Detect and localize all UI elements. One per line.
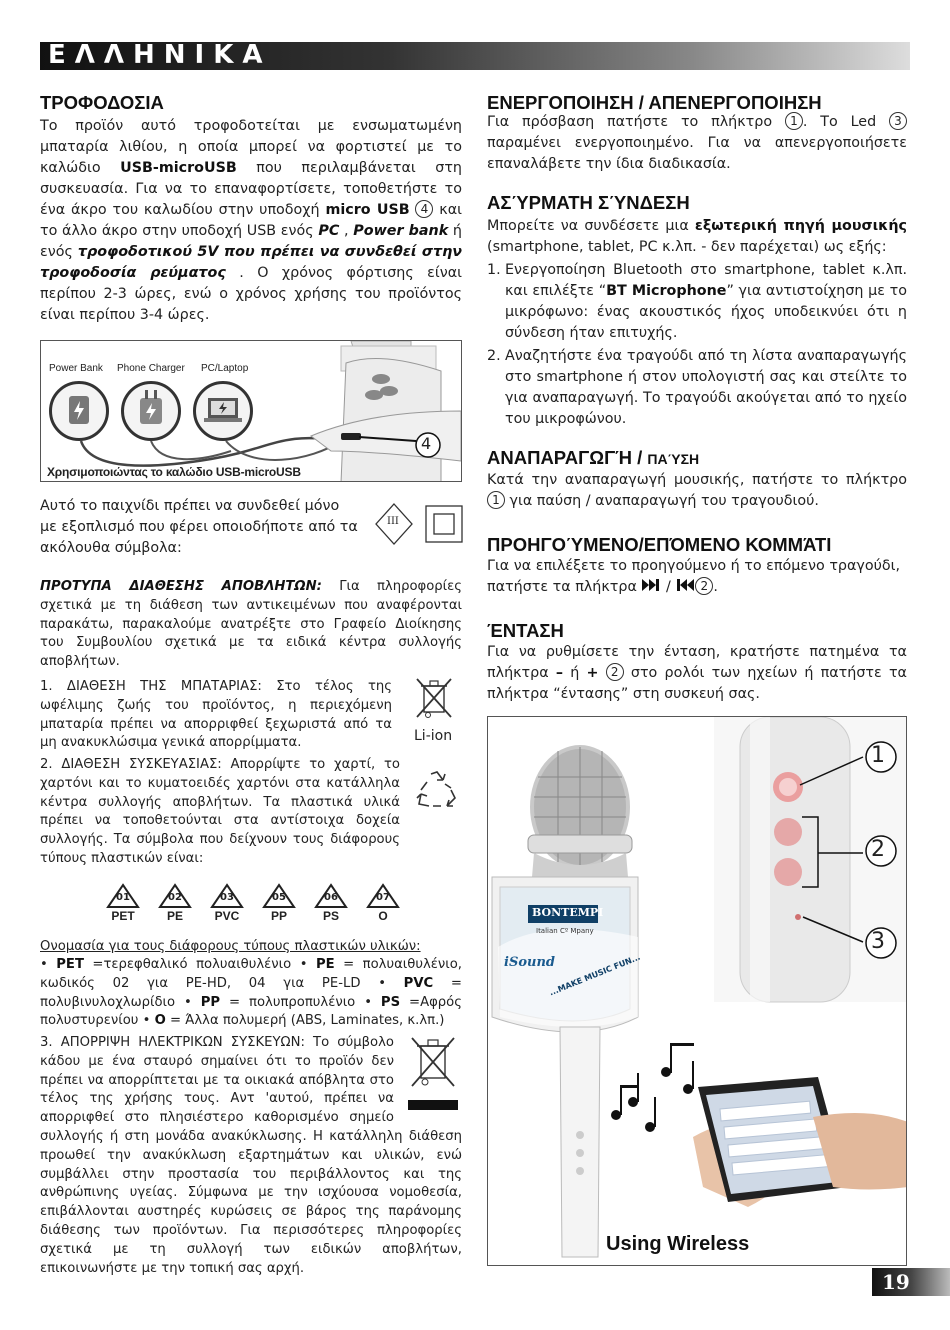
wireless-steps <box>487 260 907 430</box>
plastic-code-pp: 05 PP <box>261 883 297 913</box>
photo-marker-3: 3 <box>871 929 885 954</box>
track-paragraph: Για να επιλέξετε το προηγούμενο ή το επόμενο τραγούδι, πατήστε τα πλήκτρα / 2 . <box>487 558 901 595</box>
marker-1: 1 <box>785 112 803 130</box>
electric-disposal-block <box>40 1034 462 1278</box>
brand-logo: BONTEMPI <box>532 906 604 919</box>
marker-3: 3 <box>889 112 907 130</box>
waste-intro: ΠΡΟΤΥΠΑ ΔΙΑΘΕΣΗΣ ΑΠΟΒΛΗΤΩΝ: Για πληροφορίες σχετικά με τη διάθεση των αντικειμένων που αναφέρονται παρακάτω, παρακαλούμε ανατρέξτε στο Γραφείο Διοίκησης του Συμβουλίου σχετικά με τα ειδικά κέντρα συλλογής αποβλήτων. <box>40 579 462 670</box>
page-number-tab <box>872 1268 950 1296</box>
product-photo <box>487 716 907 1266</box>
volume-paragraph: Για να ρυθμίσετε την ένταση, κρατήστε πατημένα τα πλήκτρα – ή + 2 στο ρολόι των ηχείων ή πατήστε τα πλήκτρα “έντασης” στη συσκευή σας. <box>487 644 907 702</box>
wireless-step-2: 2. Αναζητήστε ένα τραγούδι από τη λίστα αναπαραγωγής στο smartphone ή στον υπολογιστή σας και στείλτε το για αναπαραγωγή. Το τραγούδι ακούγεται από το ηχείο του μικροφώνου. <box>487 348 907 427</box>
usb-figure-marker: 4 <box>421 434 432 453</box>
photo-caption: Using Wireless <box>606 1233 750 1255</box>
equipment-paragraph: Αυτό το παιχνίδι πρέπει να συνδεθεί μόνο με εξοπλισμό που φέρει οποιοδήποτε από τα ακόλουθα σύμβολα: <box>40 498 358 556</box>
track-title: ΠΡΟΗΓΟΎΜΕΝΟ/ΕΠΌΜΕΝΟ ΚΟΜΜΆΤΙ <box>487 534 832 555</box>
label-pc-laptop: PC/Laptop <box>201 363 249 374</box>
label-power-bank: Power Bank <box>49 363 103 374</box>
plastic-code-pvc: 03 PVC <box>209 883 245 913</box>
language-banner-label: ΕΛΛΗΝΙΚΑ <box>48 40 272 70</box>
wireless-title: ΑΣΎΡΜΑΤΗ ΣΎΝΔΕΣΗ <box>487 192 690 213</box>
wireless-intro: Μπορείτε να συνδέσετε μια εξωτερική πηγή μουσικής (smartphone, tablet, PC κ.λπ. - δεν παρέχεται) ως εξής: <box>487 218 907 255</box>
volume-title: ΈΝΤΑΣΗ <box>487 620 564 641</box>
marker-1: 1 <box>487 491 505 509</box>
language-banner <box>40 42 910 70</box>
electric-disposal-text: 3. ΑΠΟΡΡΙΨΗ ΗΛΕΚΤΡΙΚΩΝ ΣΥΣΚΕΥΩΝ: Το σύμβολο κάδου με ένα σταυρό σημαίνει ότι το προϊόν δεν πρέπει να απορρίπτεται με τα οικιακά απόβλητα στο τέλος της χρήσης τους. Αντ 'αυτού, πρέπει να απορριφθεί στο πλησιέστερο καθορισμένο σημείο συλλογής ή στη μονάδα ανακύκλωσης. Η κατάλληλη διάθεση προωθεί την ανακύκλωση εξαρτημάτων και υλικών, ενώ συμβάλλει στην προστασία του περιβάλλοντος και της ανθρώπινης υγείας. Σύμφωνα με την ισχύουσα νομοθεσία, επιβάλλονται αυστηρές κυρώσεις σε βάρος της παράνομης διάθεσης των προϊόντων. Για περισσότερες πληροφορίες σχετικά με τη συλλογή των ειδικών αποβλήτων, επικοινωνήστε με την τοπική σας αρχή. <box>40 1035 462 1276</box>
usb-cable-figure <box>40 340 462 482</box>
label-phone-charger: Phone Charger <box>117 363 185 374</box>
plastic-code-pe: 02 PE <box>157 883 193 913</box>
power-paragraph: Το προϊόν αυτό τροφοδοτείται με ενσωματωμένη μπαταρία λιθίου, η οποία μπορεί να φορτιστεί με το καλώδιο USB-microUSB που περιλαμβάνεται στη συσκευασία. Για να το επαναφορτίσετε, τοποθετήστε το ένα άκρο του καλωδίου στην υποδοχή micro USB 4 και το άλλο άκρο στην υποδοχή USB ενός PC , Power bank ή ενός τροφοδοτικού 5V που πρέπει να συνδεθεί στην τροφοδοσία ρεύματος . Ο χρόνος φόρτισης είναι περίπου 2-3 ώρες, ενώ ο χρόνος χρήσης του προϊόντος είναι περίπου 3-4 ώρες. <box>40 118 462 323</box>
onoff-paragraph: Για πρόσβαση πατήστε το πλήκτρο 1 . Το Led 3 παραμένει ενεργοποιημένο. Για να απενεργοποιήσετε επαναλάβετε την ίδια διαδικασία. <box>487 114 907 172</box>
plastic-names-list: • PET =τερεφθαλικό πολυαιθυλένιο • PE = πολυαιθυλένιο, κωδικός 02 για PE-HD, 04 για PE-LD • PVC = πολυβινυλοχλωρίδιο • PP = πολυπροπυλένιο • PS =Αφρός πολυστυρενίου • O = Άλλα πολυμερή (ABS, Laminates, κ.λπ.) <box>40 957 462 1029</box>
power-title: ΤΡΟΦΟΔΟΣΙΑ <box>40 92 164 113</box>
isound-logo: iSound <box>504 955 555 970</box>
recycle-icon <box>415 768 459 812</box>
class-iii-label: III <box>387 516 399 527</box>
slogan-text: ...MAKE MUSIC FUN... <box>548 952 642 998</box>
usb-figure-caption: Χρησιμοποιώντας το καλώδιο USB-microUSB <box>47 465 301 479</box>
marker-2: 2 <box>606 663 624 681</box>
playback-paragraph: Κατά την αναπαραγωγή μουσικής, πατήστε το πλήκτρο 1 για παύση / αναπαραγωγή του τραγουδιού. <box>487 472 907 509</box>
photo-marker-2: 2 <box>871 837 885 862</box>
previous-track-icon <box>675 578 695 592</box>
plastic-code-ps: 06 PS <box>313 883 349 913</box>
li-ion-label: Li-ion <box>414 728 453 744</box>
plastic-code-pet: 01 PET <box>105 883 141 913</box>
brand-subtitle: Italian Cº Mpany <box>536 927 594 935</box>
marker-4: 4 <box>415 200 433 218</box>
plastic-names-title: Ονομασία για τους διάφορους τύπους πλαστικών υλικών: <box>40 939 421 954</box>
playback-title: ΑΝΑΠΑΡΑΓΩΓΉ / ΠΑΎΣΗ <box>487 447 700 468</box>
packaging-disposal-text: 2. ΔΙΑΘΕΣΗ ΣΥΣΚΕΥΑΣΙΑΣ: Απορρίψτε το χαρτί, το χαρτόνι και το κυματοειδές χαρτόνι στα κατάλληλα κέντρα συλλογής αποβλήτων. Τα πλαστικά υλικά πρέπει να τοποθετούνται στα αντίστοιχα δοχεία συλλογής. Τα σύμβολα που δείχνουν τους διάφορους τύπους πλαστικών είναι: <box>40 757 400 866</box>
onoff-title: ΕΝΕΡΓΟΠΟΙΗΣΗ / ΑΠΕΝΕΡΓΟΠΟΙΗΣΗ <box>487 92 822 113</box>
photo-marker-1: 1 <box>871 743 885 768</box>
plastic-codes-row <box>70 883 430 923</box>
plastic-code-o: 07 O <box>365 883 401 913</box>
next-track-icon <box>641 578 661 592</box>
cable-and-microphone-drawing <box>41 341 462 482</box>
battery-disposal-text: 1. ΔΙΑΘΕΣΗ ΤΗΣ ΜΠΑΤΑΡΙΑΣ: Στο τέλος της ωφέλιμης ζωής του προϊόντος, η περιεχόμενη μπαταρία πρέπει να απορριφθεί ξεχωριστά από τα μη ανακυκλώσιμα γενικά απορρίμματα. <box>40 679 392 751</box>
marker-2: 2 <box>695 577 713 595</box>
crossed-bin-weee-icon <box>404 1034 462 1116</box>
page-number: 19 <box>882 1270 910 1294</box>
crossed-bin-battery-icon <box>414 676 454 720</box>
wireless-step-1: 1. Ενεργοποίηση Bluetooth στο smartphone, tablet κ.λπ. και επιλέξτε “BT Microphone” για αντιστοίχηση με το μικρόφωνο: ένας ακουστικός ήχος υποδεικνύει ότι η σύνδεση ήταν επιτυχής. <box>487 262 907 341</box>
